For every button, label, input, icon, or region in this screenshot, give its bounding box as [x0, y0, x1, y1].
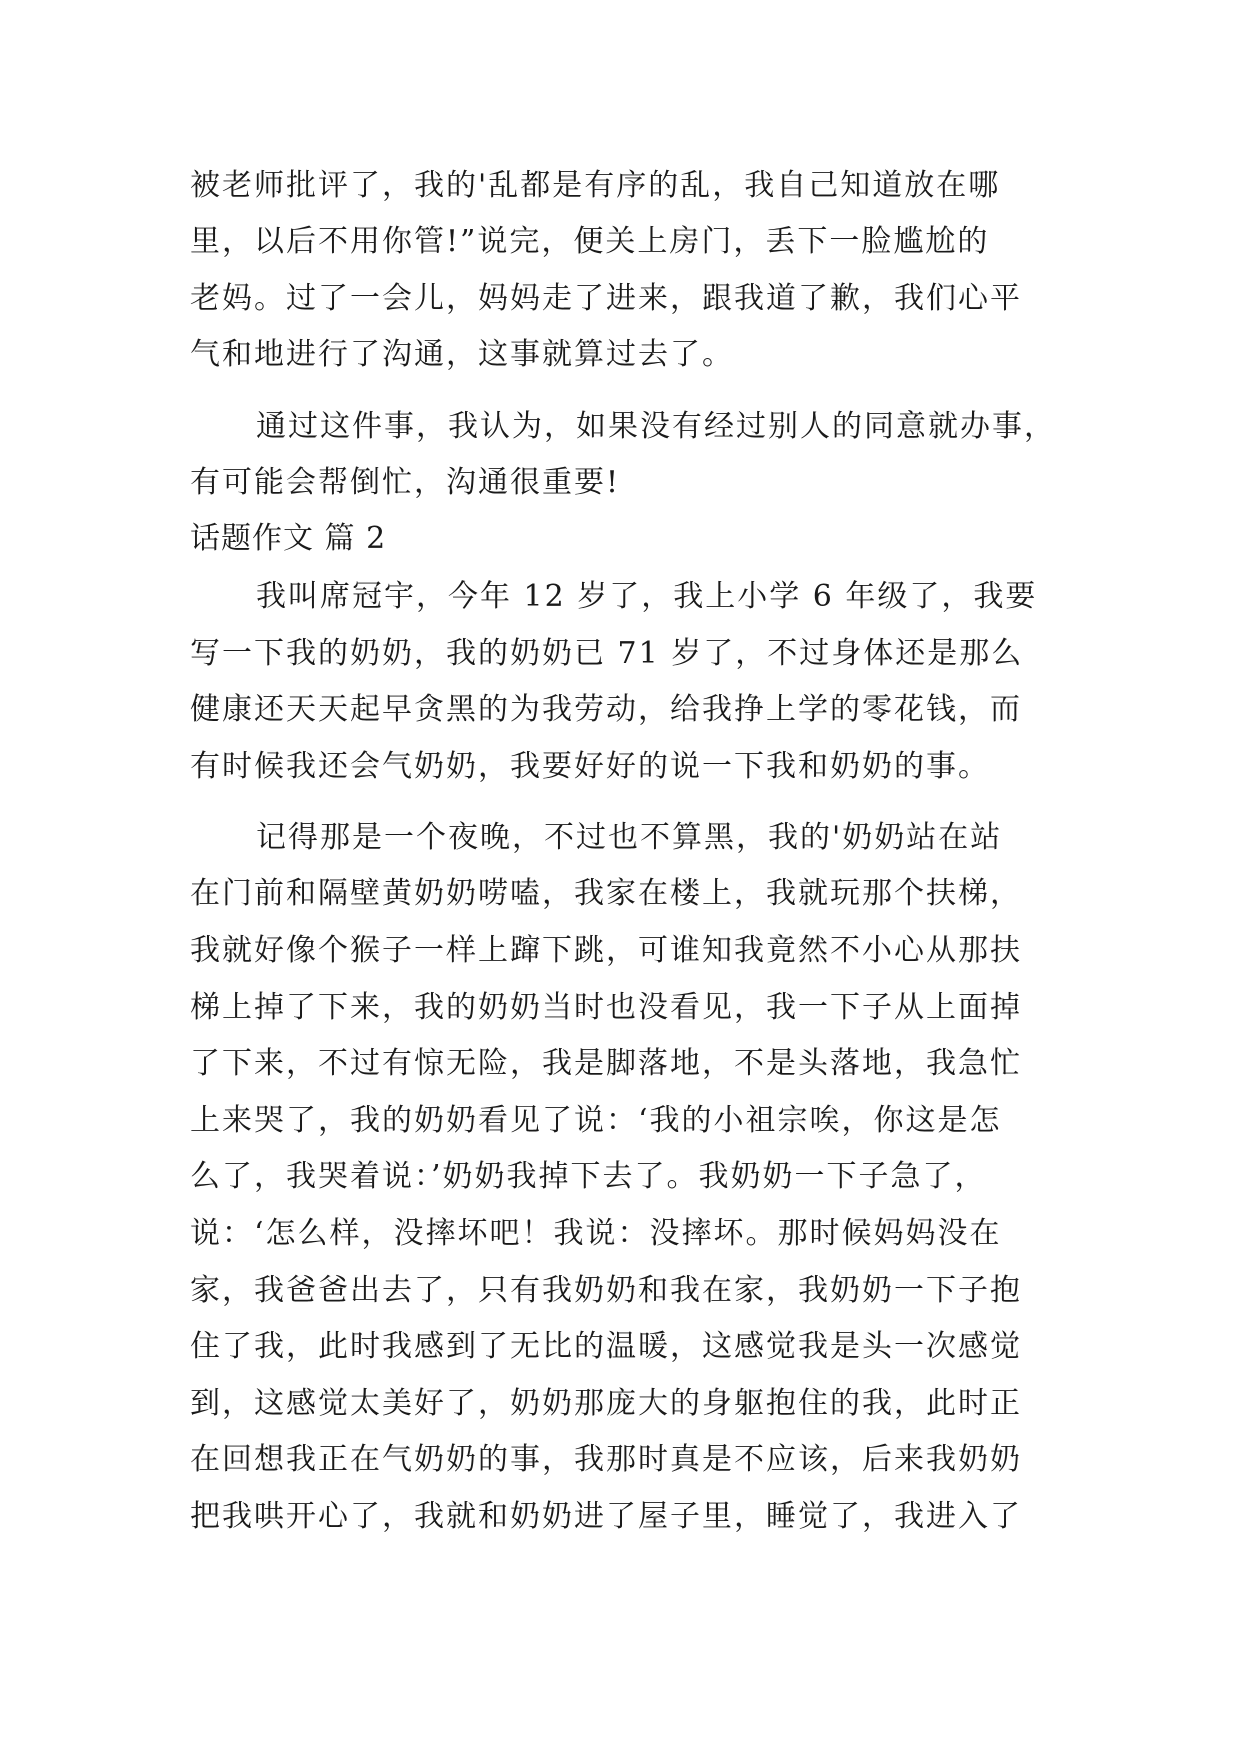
- paragraph-first-line: 记得那是一个夜晚，不过也不算黑，我的'奶奶站在站: [256, 820, 1003, 855]
- text-line: 了下来，不过有惊无险，我是脚落地，不是头落地，我急忙: [190, 1046, 1022, 1081]
- text-line: 老妈。过了一会儿，妈妈走了进来，跟我道了歉，我们心平: [190, 281, 1022, 316]
- text-line: 写一下我的奶奶，我的奶奶已 71 岁了，不过身体还是那么: [190, 636, 1024, 671]
- text-line: 气和地进行了沟通，这事就算过去了。: [190, 337, 734, 372]
- text-line: 被老师批评了，我的'乱都是有序的乱，我自己知道放在哪: [190, 168, 1001, 203]
- section-heading: 话题作文 篇 2: [190, 521, 387, 556]
- text-line: 健康还天天起早贪黑的为我劳动，给我挣上学的零花钱，而: [190, 692, 1022, 727]
- text-line: 说：‘怎么样，没摔坏吧！我说：没摔坏。那时候妈妈没在: [190, 1216, 1002, 1251]
- text-line: 我就好像个猴子一样上蹿下跳，可谁知我竟然不小心从那扶: [190, 933, 1022, 968]
- text-line: 住了我，此时我感到了无比的温暖，这感觉我是头一次感觉: [190, 1329, 1022, 1364]
- text-line: 家，我爸爸出去了，只有我奶奶和我在家，我奶奶一下子抱: [190, 1273, 1022, 1308]
- text-line: 里，以后不用你管!”说完，便关上房门，丢下一脸尴尬的: [190, 224, 990, 259]
- text-line: 在门前和隔壁黄奶奶唠嗑，我家在楼上，我就玩那个扶梯，: [190, 876, 1022, 911]
- paragraph-first-line: 我叫席冠宇，今年 12 岁了，我上小学 6 年级了，我要: [256, 579, 1038, 614]
- text-line: 梯上掉了下来，我的奶奶当时也没看见，我一下子从上面掉: [190, 990, 1022, 1025]
- text-line: 到，这感觉太美好了，奶奶那庞大的身躯抱住的我，此时正: [190, 1386, 1022, 1421]
- text-line: 在回想我正在气奶奶的事，我那时真是不应该，后来我奶奶: [190, 1442, 1022, 1477]
- text-line: 有可能会帮倒忙，沟通很重要!: [190, 465, 621, 500]
- text-line: 么了，我哭着说：’奶奶我掉下去了。我奶奶一下子急了，: [190, 1159, 987, 1194]
- text-line: 上来哭了，我的奶奶看见了说：‘我的小祖宗唉，你这是怎: [190, 1103, 1002, 1138]
- text-line: 有时候我还会气奶奶，我要好好的说一下我和奶奶的事。: [190, 749, 990, 784]
- paragraph-first-line: 通过这件事，我认为，如果没有经过别人的同意就办事，: [256, 409, 1056, 444]
- text-line: 把我哄开心了，我就和奶奶进了屋子里，睡觉了，我进入了: [190, 1499, 1022, 1534]
